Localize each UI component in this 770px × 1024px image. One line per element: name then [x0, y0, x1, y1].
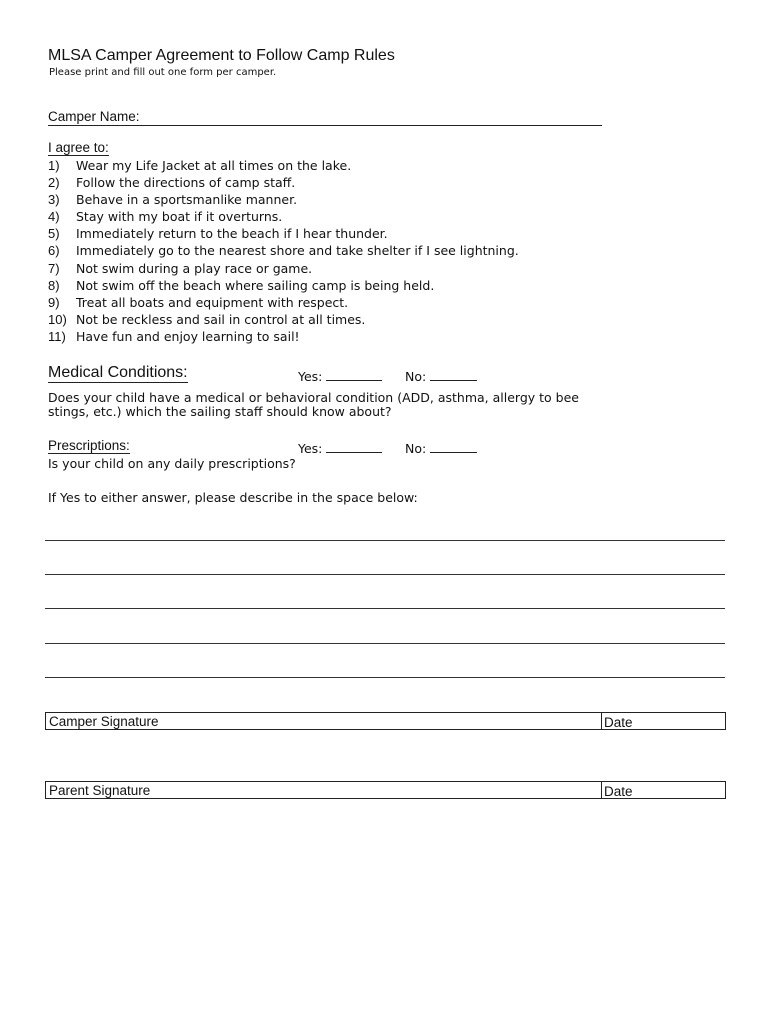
agree-heading: I agree to: — [48, 140, 109, 155]
prescriptions-yes-label: Yes: — [298, 441, 323, 456]
rule-item: 6) Immediately go to the nearest shore and take shelter if I see lightning. — [48, 243, 519, 259]
prescriptions-no-field[interactable] — [405, 441, 477, 456]
medical-yes-field[interactable] — [298, 369, 382, 384]
medical-no-blank[interactable] — [430, 370, 477, 381]
describe-prompt: If Yes to either answer, please describe in the space below: — [48, 490, 418, 505]
form-title: MLSA Camper Agreement to Follow Camp Rules — [48, 47, 395, 64]
medical-yes-blank[interactable] — [326, 370, 382, 381]
signature-divider — [601, 782, 602, 798]
signature-divider — [601, 713, 602, 729]
prescriptions-yes-field[interactable] — [298, 441, 382, 456]
camper-date-label: Date — [604, 715, 633, 730]
description-line[interactable] — [45, 540, 725, 541]
medical-conditions-heading: Medical Conditions: — [48, 364, 188, 381]
rule-item: 10) Not be reckless and sail in control at all times. — [48, 311, 366, 327]
rule-item: 4) Stay with my boat if it overturns. — [48, 209, 283, 225]
rule-item: 1) Wear my Life Jacket at all times on the lake. — [48, 158, 352, 173]
prescriptions-heading: Prescriptions: — [48, 438, 130, 453]
rule-item: 11) Have fun and enjoy learning to sail! — [48, 328, 300, 344]
medical-question: Does your child have a medical or behavioral condition (ADD, asthma, allergy to bee stings, etc.) which the sailing staff should know about? — [48, 390, 579, 419]
rule-item: 5) Immediately return to the beach if I hear thunder. — [48, 226, 388, 242]
description-line[interactable] — [45, 677, 725, 678]
rule-item: 2) Follow the directions of camp staff. — [48, 175, 296, 191]
form-instructions: Please print and fill out one form per camper. — [49, 67, 277, 78]
prescriptions-no-blank[interactable] — [430, 442, 477, 453]
description-line[interactable] — [45, 643, 725, 644]
medical-yes-label: Yes: — [298, 369, 323, 384]
parent-signature-box[interactable] — [45, 781, 726, 799]
camper-signature-box[interactable] — [45, 712, 726, 730]
prescriptions-yes-blank[interactable] — [326, 442, 382, 453]
parent-date-label: Date — [604, 784, 633, 799]
camper-name-label: Camper Name: — [48, 109, 140, 124]
camper-signature-label: Camper Signature — [49, 714, 159, 729]
parent-signature-label: Parent Signature — [49, 783, 151, 798]
medical-no-label: No: — [405, 369, 427, 384]
prescriptions-question: Is your child on any daily prescriptions? — [48, 456, 296, 471]
description-line[interactable] — [45, 574, 725, 575]
rule-item: 7) Not swim during a play race or game. — [48, 260, 313, 276]
rules-list — [48, 157, 519, 345]
medical-no-field[interactable] — [405, 369, 477, 384]
prescriptions-no-label: No: — [405, 441, 427, 456]
rule-item: 8) Not swim off the beach where sailing camp is being held. — [48, 277, 435, 293]
description-line[interactable] — [45, 608, 725, 609]
rule-item: 9) Treat all boats and equipment with respect. — [48, 294, 349, 310]
rule-item: 3) Behave in a sportsmanlike manner. — [48, 192, 298, 208]
camper-name-field[interactable] — [48, 109, 602, 126]
